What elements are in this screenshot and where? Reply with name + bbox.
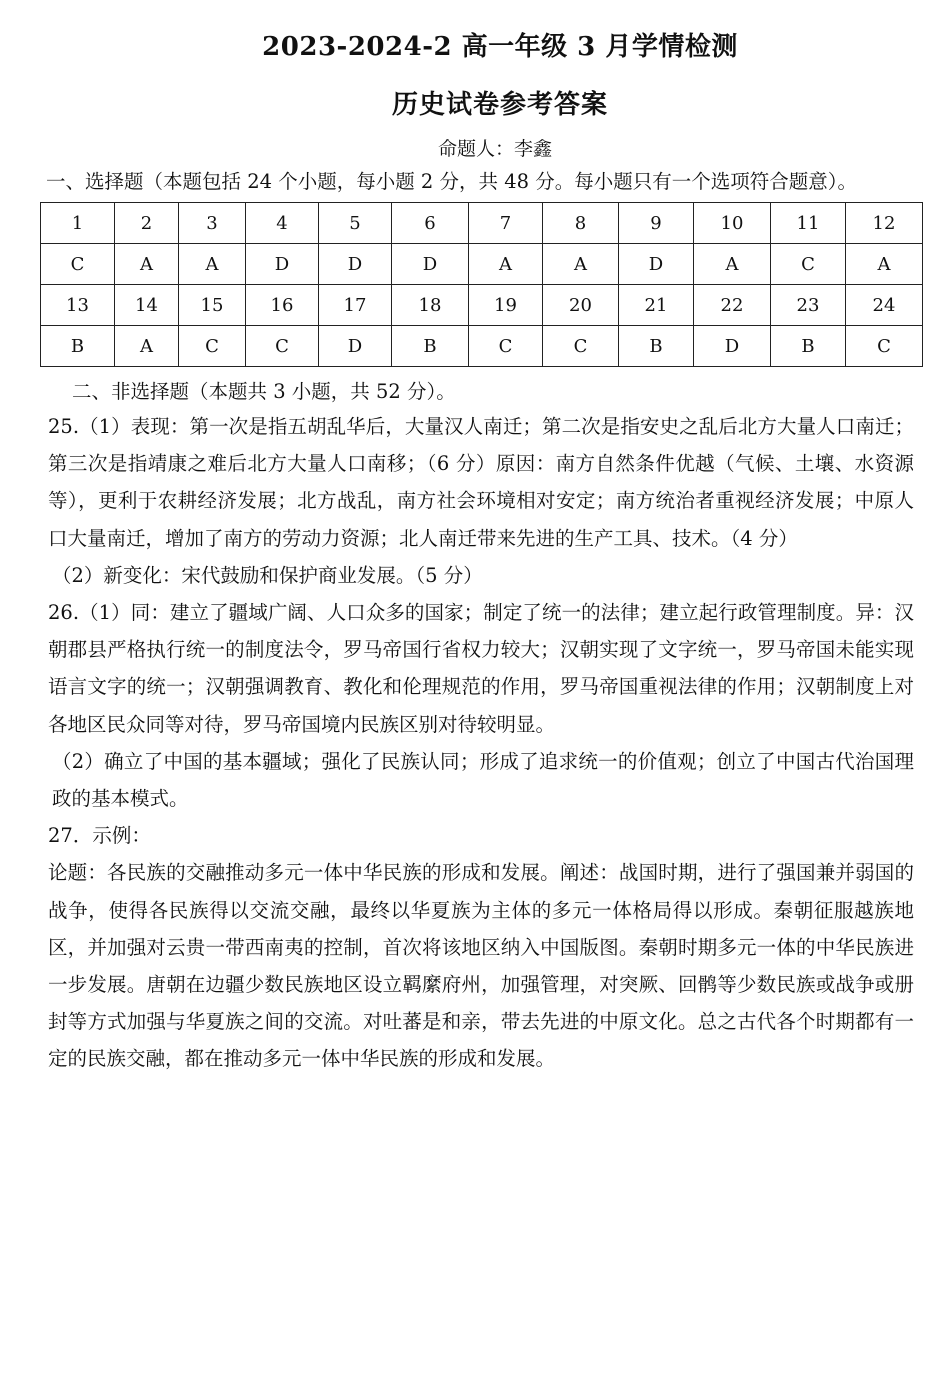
answer-table-cell: 13 [41, 285, 115, 326]
answer-table-cell: B [771, 326, 846, 367]
answer-25-part2: （2）新变化：宋代鼓励和保护商业发展。（5 分） [52, 563, 483, 587]
answer-table-cell: 19 [469, 285, 543, 326]
answer-table-cell: 22 [694, 285, 771, 326]
answers-body [48, 408, 914, 1078]
section2-heading: 二、非选择题（本题共 3 小题，共 52 分）。 [72, 380, 456, 403]
exam-subtitle: 历史试卷参考答案 [391, 90, 608, 120]
answer-table-cell: 18 [392, 285, 469, 326]
answer-table-row [41, 285, 923, 326]
answer-table-cell: D [619, 244, 694, 285]
answer-table-cell: 3 [179, 203, 246, 244]
answer-table-cell: 2 [115, 203, 179, 244]
answer-table-cell: D [392, 244, 469, 285]
answer-table-cell: A [115, 326, 179, 367]
answer-table-cell: A [543, 244, 619, 285]
answer-table-cell: 20 [543, 285, 619, 326]
answer-table-cell: 15 [179, 285, 246, 326]
answer-table-cell: D [694, 326, 771, 367]
answer-table-cell: 23 [771, 285, 846, 326]
answer-table-row [41, 244, 923, 285]
answer-table-cell: B [619, 326, 694, 367]
answer-table-cell: C [469, 326, 543, 367]
answer-table-cell: D [246, 244, 319, 285]
answer-table-cell: 12 [846, 203, 923, 244]
answer-table-cell: B [41, 326, 115, 367]
author-line: 命题人：李鑫 [437, 138, 552, 160]
answer-27-heading: 27．示例： [48, 824, 151, 848]
answer-table-cell: A [179, 244, 246, 285]
answer-table-cell: A [469, 244, 543, 285]
answer-table-cell: 1 [41, 203, 115, 244]
exam-title: 2023-2024-2 高一年级 3 月学情检测 [262, 32, 738, 62]
answer-table-cell: D [319, 244, 392, 285]
answer-table-cell: 16 [246, 285, 319, 326]
answer-table [40, 202, 923, 367]
answer-table-cell: C [41, 244, 115, 285]
answer-table-row [41, 326, 923, 367]
answer-table-cell: 4 [246, 203, 319, 244]
answer-table-cell: 10 [694, 203, 771, 244]
answer-table-row [41, 203, 923, 244]
answer-25-part1: 25.（1）表现：第一次是指五胡乱华后，大量汉人南迁；第二次是指安史之乱后北方大量人口南迁；第三次是指靖康之难后北方大量人口南移；（6 分）原因：南方自然条件优越（气候、土壤、水资源等），更利于农耕经济发展；北方战乱，南方社会环境相对安定；南方统治者重视经济发展；中原人口大量南迁，增加了南方的劳动力资源；北人南迁带来先进的生产工具、技术。（4 分） [48, 415, 914, 550]
answer-26-part1: 26.（1）同：建立了疆域广阔、人口众多的国家；制定了统一的法律；建立起行政管理制度。异：汉朝郡县严格执行统一的制度法令，罗马帝国行省权力较大；汉朝实现了文字统一，罗马帝国未能实现语言文字的统一；汉朝强调教育、教化和伦理规范的作用，罗马帝国重视法律的作用；汉朝制度上对各地区民众同等对待，罗马帝国境内民族区别对待较明显。 [48, 601, 914, 736]
answer-table-cell: 6 [392, 203, 469, 244]
answer-table-cell: 21 [619, 285, 694, 326]
answer-table-cell: B [392, 326, 469, 367]
answer-table-cell: 7 [469, 203, 543, 244]
answer-table-cell: 11 [771, 203, 846, 244]
answer-26-part2: （2）确立了中国的基本疆域；强化了民族认同；形成了追求统一的价值观；创立了中国古代治国理政的基本模式。 [52, 749, 914, 811]
answer-table-cell: 24 [846, 285, 923, 326]
answer-table-cell: 17 [319, 285, 392, 326]
answer-table-cell: C [771, 244, 846, 285]
answer-table-cell: 8 [543, 203, 619, 244]
answer-table-cell: C [543, 326, 619, 367]
answer-table-cell: C [846, 326, 923, 367]
answer-table-cell: D [319, 326, 392, 367]
answer-table-cell: C [246, 326, 319, 367]
answer-table-cell: A [846, 244, 923, 285]
section1-heading: 一、选择题（本题包括 24 个小题，每小题 2 分，共 48 分。每小题只有一个选项符合题意）。 [46, 170, 857, 193]
answer-27-body: 论题：各民族的交融推动多元一体中华民族的形成和发展。阐述：战国时期，进行了强国兼并弱国的战争，使得各民族得以交流交融，最终以华夏族为主体的多元一体格局得以形成。秦朝征服越族地区，并加强对云贵一带西南夷的控制，首次将该地区纳入中国版图。秦朝时期多元一体的中华民族进一步发展。唐朝在边疆少数民族地区设立羁縻府州，加强管理，对突厥、回鹘等少数民族或战争或册封等方式加强与华夏族之间的交流。对吐蕃是和亲，带去先进的中原文化。总之古代各个时期都有一定的民族交融，都在推动多元一体中华民族的形成和发展。 [48, 861, 914, 1071]
answer-table-cell: A [115, 244, 179, 285]
answer-table-body [41, 203, 923, 367]
answer-table-cell: A [694, 244, 771, 285]
answer-table-cell: 14 [115, 285, 179, 326]
answer-table-cell: 5 [319, 203, 392, 244]
answer-table-cell: 9 [619, 203, 694, 244]
answer-table-cell: C [179, 326, 246, 367]
